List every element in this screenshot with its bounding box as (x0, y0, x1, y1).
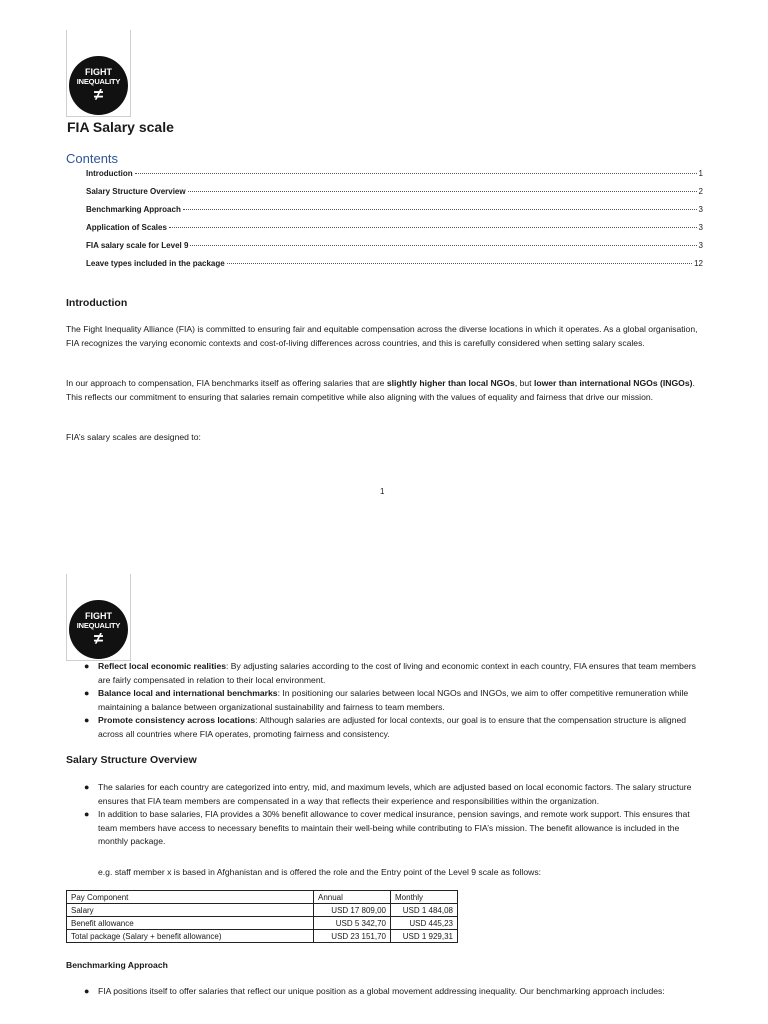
column-header: Annual (314, 891, 391, 904)
bullet-icon: ● (84, 809, 90, 819)
table-cell: USD 5 342,70 (314, 917, 391, 930)
contents-heading: Contents (66, 151, 119, 166)
table-cell: USD 23 151,70 (314, 930, 391, 943)
fight-inequality-logo-icon: FIGHT INEQUALITY ≠ (69, 56, 128, 115)
toc-entry[interactable] (86, 169, 703, 187)
salary-structure-list (84, 781, 704, 849)
toc-leader (183, 209, 697, 210)
list-item: ● Promote consistency across locations: Although salaries are adjusted for local contexts, our goal is to ensure that the compensation structure is aligned across all countries where FIA operates, promoting fairness and consistency. (84, 715, 687, 739)
intro-paragraph-2: In our approach to compensation, FIA benchmarks itself as offering salaries that are slightly higher than local NGOs, but lower than international NGOs (INGOs). This reflects our commitment to ensuring that salaries remain competitive while also aligning with the values of equality and fairness that drive our mission. (66, 378, 695, 402)
bullet-icon: ● (84, 986, 90, 996)
intro-paragraph-3: FIA’s salary scales are designed to: (66, 432, 201, 442)
toc-entry-label: Salary Structure Overview (86, 187, 186, 196)
toc-entry-page: 3 (698, 223, 703, 232)
toc-entry-label: Leave types included in the package (86, 259, 225, 268)
table-row (67, 930, 458, 943)
toc-entry[interactable] (86, 223, 703, 241)
table-row (67, 904, 458, 917)
toc-entry-page: 3 (698, 241, 703, 250)
toc-entry[interactable] (86, 205, 703, 223)
bullet-icon: ● (84, 688, 90, 698)
toc-leader (227, 263, 692, 264)
bullet-icon: ● (84, 715, 90, 725)
toc-leader (190, 245, 696, 246)
list-item: ● Balance local and international benchmarks: In positioning our salaries between local NGOs and INGOs, we aim to offer competitive remuneration while maintaining a balance between organizational sustainability and fairness to team members. (84, 688, 689, 712)
intro-paragraph-1: The Fight Inequality Alliance (FIA) is committed to ensuring fair and equitable compensation across the diverse locations in which it operates. As a global organisation, FIA recognizes the varying economic contexts and cost-of-living differences across countries, and this is carefully considered when setting salary scales. (66, 324, 698, 348)
table-cell: USD 1 929,31 (391, 930, 458, 943)
list-item: ● In addition to base salaries, FIA provides a 30% benefit allowance to cover medical insurance, pension savings, and remote work support. This ensures that team members have access to necessary benefits to maintain their well-being while contributing to FIA’s mission. The benefit allowance is included in the monthly package. (84, 809, 690, 846)
toc-entry-label: Benchmarking Approach (86, 205, 181, 214)
toc-entry[interactable] (86, 259, 703, 277)
toc-leader (135, 173, 697, 174)
toc-entry-label: FIA salary scale for Level 9 (86, 241, 189, 250)
pay-component-table (66, 890, 458, 943)
table-header-row (67, 891, 458, 904)
toc-leader (169, 227, 697, 228)
bullet-icon: ● (84, 661, 90, 671)
table-row (67, 917, 458, 930)
table-of-contents (86, 169, 703, 277)
fia-logo (66, 30, 131, 117)
page-number: 1 (380, 487, 385, 496)
table-cell: USD 1 484,08 (391, 904, 458, 917)
toc-entry-label: Application of Scales (86, 223, 167, 232)
toc-entry[interactable] (86, 241, 703, 259)
example-line: e.g. staff member x is based in Afghanistan and is offered the role and the Entry point of the Level 9 scale as follows: (98, 867, 542, 877)
toc-entry[interactable] (86, 187, 703, 205)
design-goals-list (84, 660, 704, 741)
benchmarking-list (84, 985, 704, 999)
list-item: ● Reflect local economic realities: By adjusting salaries according to the cost of living and economic context in each country, FIA ensures that team members are fairly compensated in relation to their local environment. (84, 661, 696, 685)
document-page-2 (0, 560, 768, 1024)
fia-logo (66, 574, 131, 661)
table-cell: Total package (Salary + benefit allowance) (67, 930, 314, 943)
list-item: ● FIA positions itself to offer salaries that reflect our unique position as a global movement addressing inequality. Our benchmarking approach includes: (84, 985, 704, 999)
list-item: ● The salaries for each country are categorized into entry, mid, and maximum levels, which are adjusted based on local economic factors. The salary structure ensures that FIA team members are compensated in a way that reflects their experience and responsibilities within the organization. (84, 782, 692, 806)
fight-inequality-logo-icon: FIGHT INEQUALITY ≠ (69, 600, 128, 659)
column-header: Pay Component (67, 891, 314, 904)
introduction-heading: Introduction (66, 297, 128, 309)
table-cell: Benefit allowance (67, 917, 314, 930)
toc-entry-label: Introduction (86, 169, 133, 178)
table-cell: Salary (67, 904, 314, 917)
toc-entry-page: 1 (698, 169, 703, 178)
table-cell: USD 17 809,00 (314, 904, 391, 917)
document-title: FIA Salary scale (67, 119, 174, 135)
column-header: Monthly (391, 891, 458, 904)
toc-entry-page: 3 (698, 205, 703, 214)
table-cell: USD 445,23 (391, 917, 458, 930)
benchmarking-heading: Benchmarking Approach (66, 960, 168, 970)
salary-structure-heading: Salary Structure Overview (66, 754, 197, 766)
toc-entry-page: 12 (694, 259, 703, 268)
toc-entry-page: 2 (698, 187, 703, 196)
toc-leader (188, 191, 697, 192)
bullet-icon: ● (84, 782, 90, 792)
